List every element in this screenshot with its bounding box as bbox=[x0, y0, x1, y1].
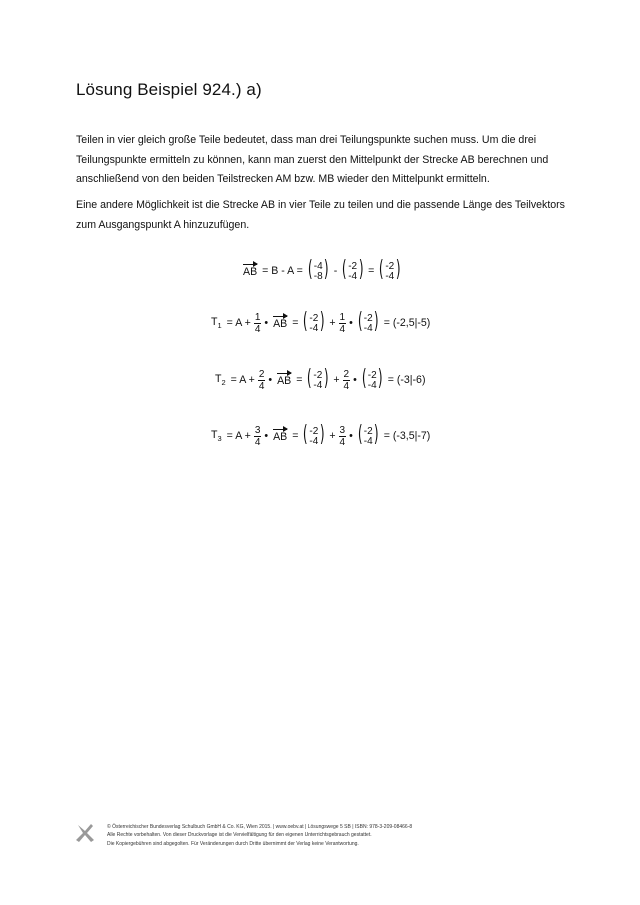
plus-sign: + bbox=[333, 374, 340, 386]
column-vector: ( -2 -4 ) bbox=[303, 309, 325, 334]
equation-ab bbox=[243, 257, 400, 285]
plus-sign: + bbox=[329, 430, 336, 442]
vector-ab-label: AB bbox=[243, 266, 258, 278]
equals-sign: = bbox=[292, 317, 299, 329]
dot-operator: • bbox=[349, 317, 353, 329]
paragraph-2: Eine andere Möglichkeit ist die Strecke AB in vier Teile zu teilen und die passende Länge des Teilvektors zum Ausgangspunkt A hinzuzufügen. bbox=[76, 199, 565, 231]
dot-operator: • bbox=[264, 317, 269, 329]
footer-copyright bbox=[107, 823, 567, 848]
fraction: $\frac{2}{4}$ bbox=[343, 368, 350, 392]
equals-sign: = bbox=[292, 430, 299, 442]
footer-line-1: © Österreichischer Bundesverlag Schulbuch GmbH & Co. KG, Wien 2015. | www.oebv.at | Lösungswege 5 SB | ISBN: 978-3-209-08466-8 bbox=[107, 824, 413, 830]
result-point: = (-3,5|-7) bbox=[383, 430, 431, 442]
result-point: = (-3|-6) bbox=[387, 374, 426, 386]
point-label: $T_2$ bbox=[215, 373, 226, 387]
column-vector: ( -4 -8 ) bbox=[307, 257, 329, 282]
equation-text: = B - A = bbox=[262, 265, 303, 277]
fraction: $\frac{2}{4}$ bbox=[258, 368, 265, 392]
equation-text: = A + bbox=[230, 374, 255, 386]
equals-sign: = bbox=[296, 374, 303, 386]
column-vector: ( -2 -4 ) bbox=[357, 422, 379, 447]
dot-operator: • bbox=[353, 374, 357, 386]
fraction: $\frac{3}{4}$ bbox=[254, 424, 261, 448]
paragraph-1: Teilen in vier gleich große Teile bedeutet, dass man drei Teilungspunkte suchen muss. Um die drei Teilungspunkte ermitteln zu können, kann man zuerst den Mittelpunkt der Strecke AB berechnen und anschließend von den beiden Teilstrecken AM bzw. MB wieder den Mittelpunkt ermitteln. bbox=[76, 134, 549, 185]
fraction: $\frac{1}{4}$ bbox=[254, 311, 261, 335]
publisher-logo-icon bbox=[74, 822, 96, 844]
equals-sign: = bbox=[368, 265, 375, 277]
plus-sign: + bbox=[329, 317, 336, 329]
vector-ab-label: AB bbox=[277, 375, 292, 387]
column-vector: ( -2 -4 ) bbox=[303, 422, 325, 447]
point-label: $T_1$ bbox=[211, 316, 222, 330]
page-title: Lösung Beispiel 924.) a) bbox=[76, 80, 262, 99]
equation-t3 bbox=[211, 420, 430, 452]
dot-operator: • bbox=[349, 430, 353, 442]
footer-line-3: Die Kopiergebühren sind abgegolten. Für Veränderungen durch Dritte übernimmt der Verlag keine Verantwortung. bbox=[107, 840, 359, 847]
equation-t2 bbox=[215, 364, 425, 396]
column-vector: ( -2 -4 ) bbox=[307, 366, 329, 391]
vector-ab-label: AB bbox=[273, 318, 288, 330]
fraction: $\frac{1}{4}$ bbox=[339, 311, 346, 335]
vector-ab-label: AB bbox=[273, 431, 288, 443]
dot-operator: • bbox=[268, 374, 273, 386]
dot-operator: • bbox=[264, 430, 269, 442]
column-vector: ( -2 -4 ) bbox=[379, 257, 401, 282]
column-vector: ( -2 -4 ) bbox=[342, 257, 364, 282]
minus-sign: - bbox=[333, 265, 338, 277]
equation-text: = A + bbox=[226, 430, 251, 442]
equation-t1 bbox=[211, 307, 430, 339]
equation-text: = A + bbox=[226, 317, 251, 329]
fraction: $\frac{3}{4}$ bbox=[339, 424, 346, 448]
column-vector: ( -2 -4 ) bbox=[357, 309, 379, 334]
result-point: = (-2,5|-5) bbox=[383, 317, 431, 329]
footer-line-2: Alle Rechte vorbehalten. Von dieser Druckvorlage ist die Vervielfältigung für den eigenen Unterrichtsgebrauch gestattet. bbox=[107, 832, 372, 839]
point-label: $T_3$ bbox=[211, 429, 222, 443]
column-vector: ( -2 -4 ) bbox=[361, 366, 383, 391]
